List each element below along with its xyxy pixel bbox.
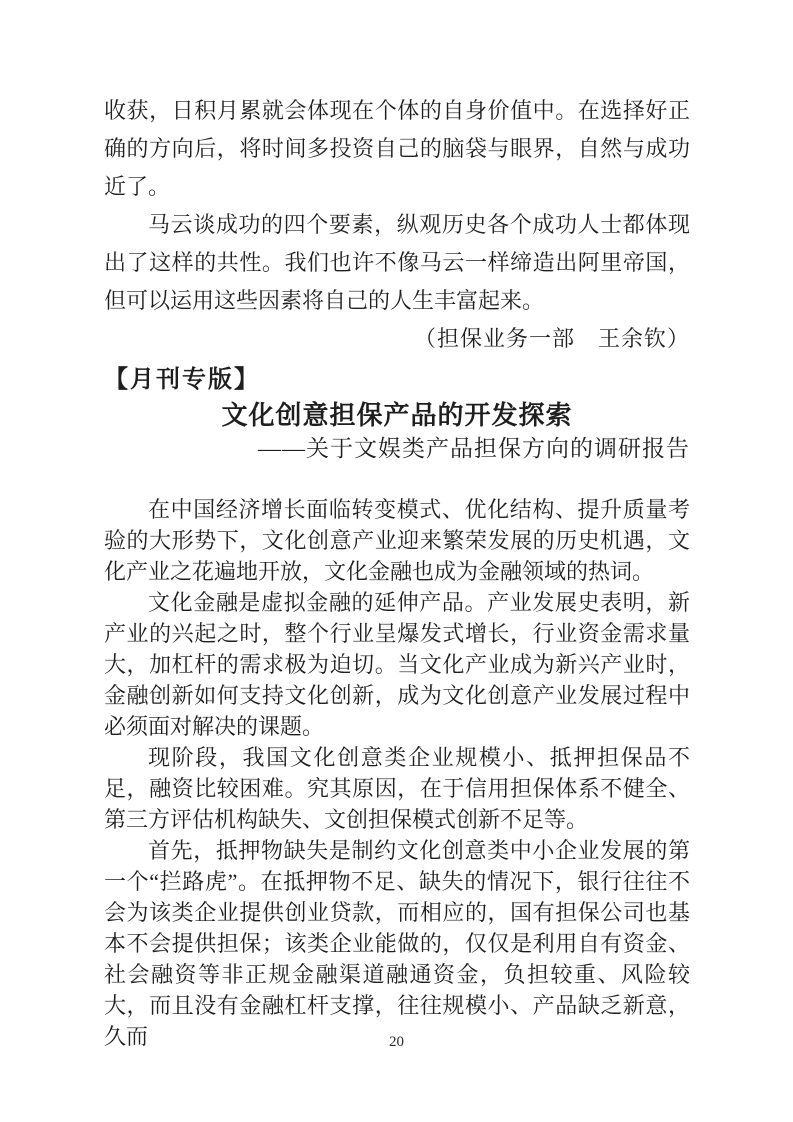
continuation-paragraph: 收获，日积月累就会体现在个体的自身价值中。在选择好正确的方向后，将时间多投资自己的脑袋与眼界，自然与成功近了。	[104, 98, 690, 199]
section-tag: 【月刊专版】	[104, 367, 260, 393]
page-number: 20	[389, 1034, 404, 1050]
author-attribution: （担保业务一部 王余钦）	[413, 326, 690, 351]
article-paragraph: 首先，抵押物缺失是制约文化创意类中小企业发展的第一个“拦路虎”。在抵押物不足、缺失的情况下，银行往往不会为该类企业提供创业贷款，而相应的，国有担保公司也基本不会提供担保；该类企业能做的，仅仅是利用自有资金、社会融资等非正规金融渠道融通资金，负担较重、风险较大，而且没有金融杠杆支撑，往往规模小、产品缺乏新意，久而	[104, 838, 690, 1049]
previous-article-end	[104, 92, 690, 358]
article-paragraph: 现阶段，我国文化创意类企业规模小、抵押担保品不足，融资比较困难。究其原因，在于信用担保体系不健全、第三方评估机构缺失、文创担保模式创新不足等。	[104, 745, 690, 832]
article-title: 文化创意担保产品的开发探索	[221, 400, 573, 430]
article-body	[104, 494, 690, 1052]
article-paragraph: 文化金融是虚拟金融的延伸产品。产业发展史表明，新产业的兴起之时，整个行业呈爆发式增长，行业资金需求量大，加杠杆的需求极为迫切。当文化产业成为新兴产业时，金融创新如何支持文化创新，成为文化创意产业发展过程中必须面对解决的课题。	[104, 590, 690, 739]
page-content	[104, 92, 690, 1052]
article-subtitle: ——关于文娱类产品担保方向的调研报告	[258, 436, 690, 461]
article-paragraph: 在中国经济增长面临转变模式、优化结构、提升质量考验的大形势下，文化创意产业迎来繁荣发展的历史机遇，文化产业之花遍地开放，文化金融也成为金融领域的热词。	[104, 497, 690, 584]
closing-paragraph: 马云谈成功的四个要素，纵观历史各个成功人士都体现出了这样的共性。我们也许不像马云一样缔造出阿里帝国，但可以运用这些因素将自己的人生丰富起来。	[104, 212, 690, 313]
